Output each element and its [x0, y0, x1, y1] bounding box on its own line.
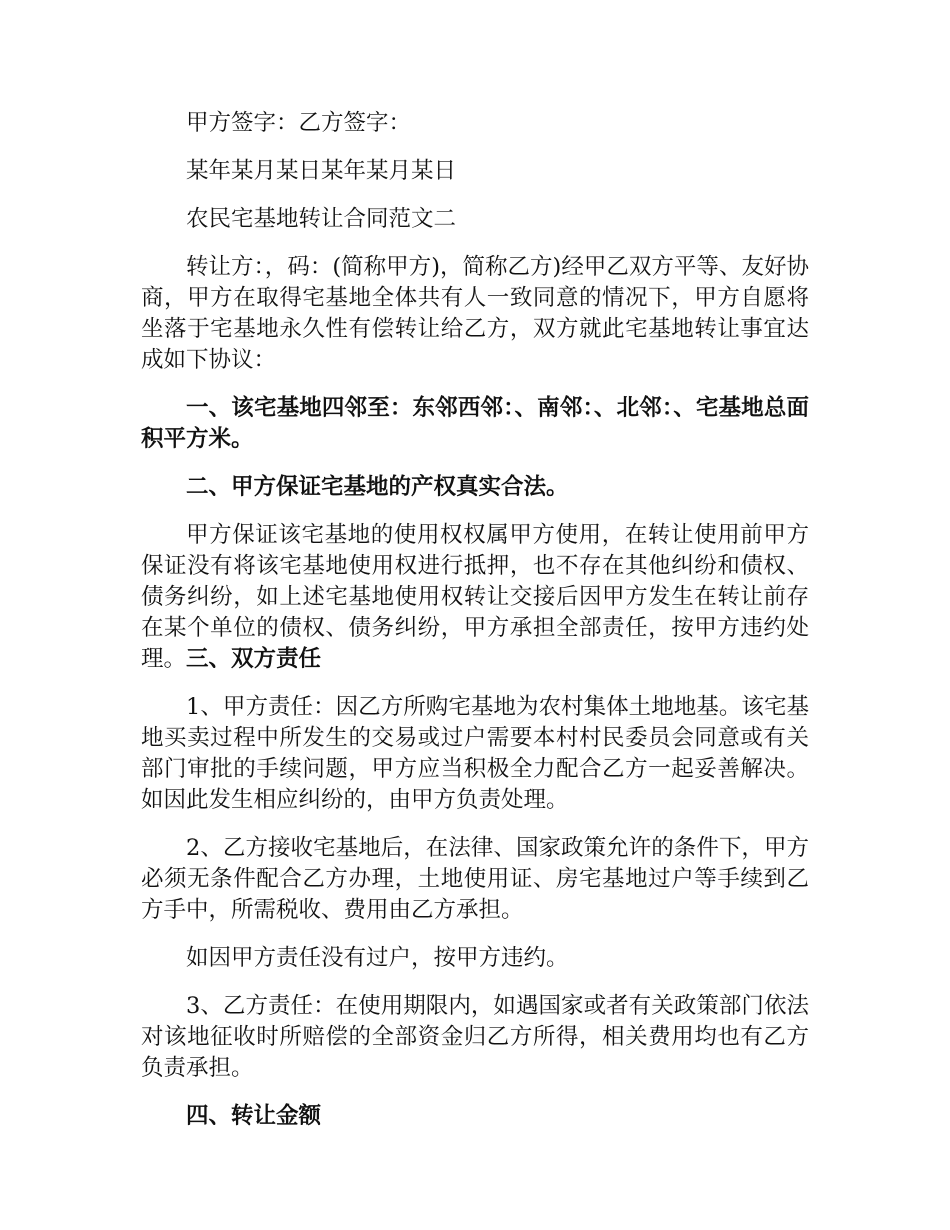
intro-paragraph: 转让方：，码：(简称甲方)，简称乙方)经甲乙双方平等、友好协商，甲方在取得宅基地全体共有人一致同意的情况下，甲方自愿将坐落于宅基地永久性有偿转让给乙方，双方就此宅基地转让事宜达成如下协议： [141, 254, 809, 373]
item-2-note: 如因甲方责任没有过户，按甲方违约。 [186, 945, 569, 971]
item-3: 3、乙方责任：在使用期限内，如遇国家或者有关政策部门依法对该地征收时所赔偿的全部资金归乙方所得，相关费用均也有乙方负责承担。 [141, 993, 809, 1081]
signature-line: 甲方签字：乙方签字： [186, 110, 412, 136]
item-2: 2、乙方接收宅基地后，在法律、国家政策允许的条件下，甲方必须无条件配合乙方办理，土地使用证、房宅基地过户等手续到乙方手中，所需税收、费用由乙方承担。 [141, 835, 809, 923]
date-line: 某年某月某日某年某月某日 [186, 158, 457, 184]
item-1: 1、甲方责任：因乙方所购宅基地为农村集体土地地基。该宅基地买卖过程中所发生的交易或过户需要本村村民委员会同意或有关部门审批的手续问题，甲方应当积极全力配合乙方一起妥善解决。如因此发生相应纠纷的，由甲方负责处理。 [141, 694, 809, 813]
clause-3-heading: 三、双方责任 [186, 646, 322, 672]
clause-2-paragraph [141, 520, 809, 675]
document-page [141, 108, 809, 1149]
document-subtitle: 农民宅基地转让合同范文二 [186, 206, 457, 232]
clause-4-heading: 四、转让金额 [186, 1103, 322, 1129]
clause-2-body: 甲方保证该宅基地的使用权权属甲方使用，在转让使用前甲方保证没有将该宅基地使用权进行抵押，也不存在其他纠纷和债权、债务纠纷，如上述宅基地使用权转让交接后因甲方发生在转让前存在某个单位的债权、债务纠纷，甲方承担全部责任，按甲方违约处理。 [141, 522, 809, 672]
clause-2-heading: 二、甲方保证宅基地的产权真实合法。 [186, 474, 569, 500]
clause-1: 一、该宅基地四邻至：东邻西邻：、南邻：、北邻：、宅基地总面积平方米。 [141, 395, 809, 452]
